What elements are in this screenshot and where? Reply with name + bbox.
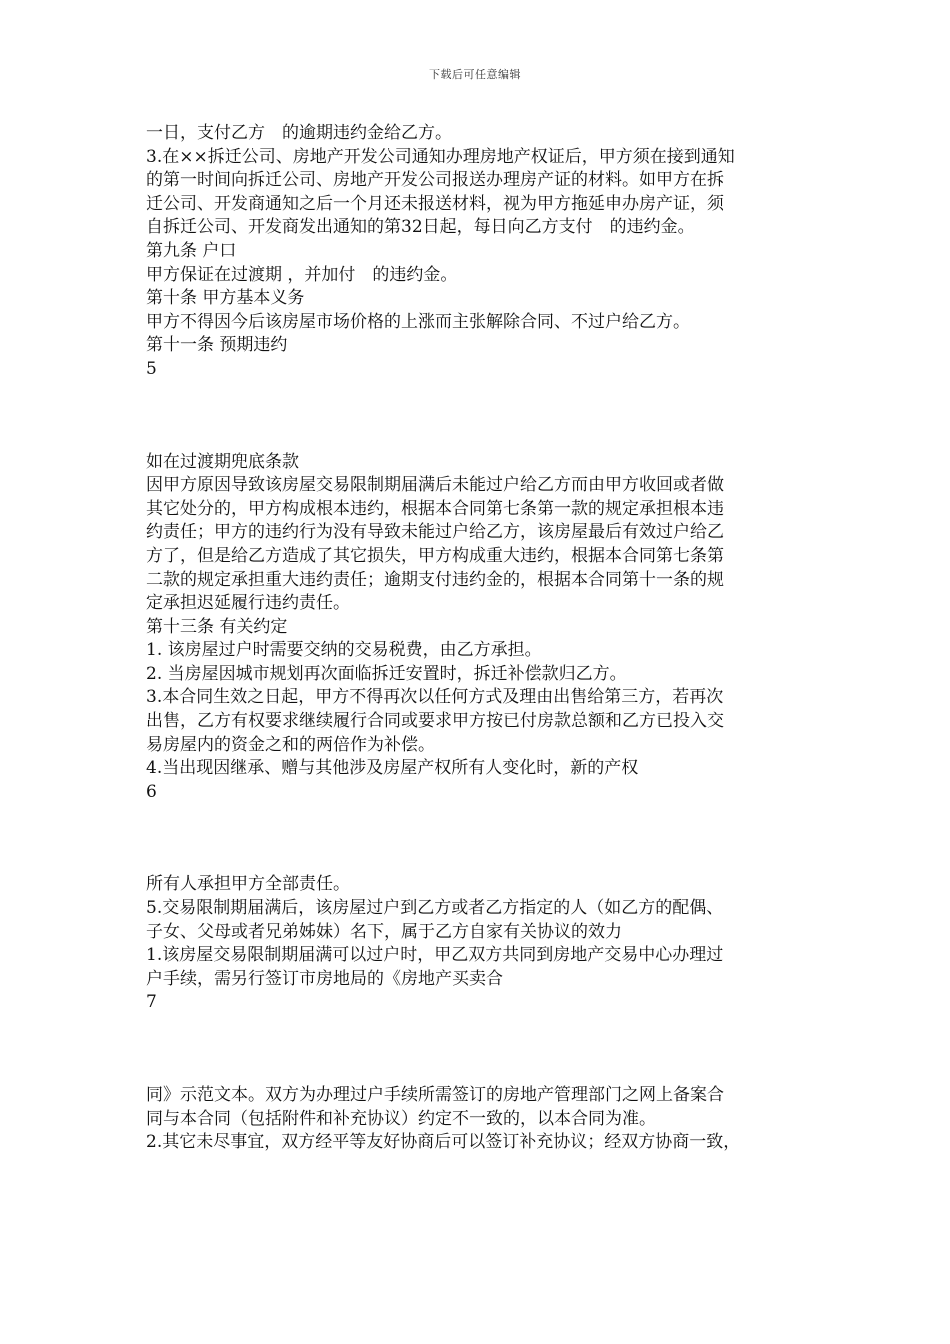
text-line: 3.本合同生效之日起，甲方不得再次以任何方式及理由出售给第三方，若再次 xyxy=(146,687,724,708)
text-line: 方了，但是给乙方造成了其它损失，甲方构成重大违约，根据本合同第七条第 xyxy=(146,545,724,566)
text-line: 其它处分的，甲方构成根本违约，根据本合同第七条第一款的规定承担根本违 xyxy=(146,498,724,519)
text-line: 4.当出现因继承、赠与其他涉及房屋产权所有人变化时，新的产权 xyxy=(146,758,639,779)
text-line: 甲方不得因今后该房屋市场价格的上涨而主张解除合同、不过户给乙方。 xyxy=(146,311,690,332)
text-line: 因甲方原因导致该房屋交易限制期届满后未能过户给乙方而由甲方收回或者做 xyxy=(146,475,724,496)
text-block-2 xyxy=(146,451,822,805)
text-line: 同与本合同（包括附件和补充协议）约定不一致的，以本合同为准。 xyxy=(146,1108,656,1129)
section-heading: 第十三条 有关约定 xyxy=(146,616,288,637)
text-line: 定承担迟延履行违约责任。 xyxy=(146,593,350,614)
text-block-1 xyxy=(146,122,822,382)
text-line: 迁公司、开发商通知之后一个月还未报送材料，视为甲方拖延申办房产证，须 xyxy=(146,193,724,214)
text-line: 一日，支付乙方 的逾期违约金给乙方。 xyxy=(146,123,452,143)
section-heading: 第九条 户口 xyxy=(146,240,237,261)
text-line: 甲方保证在过渡期 ，并加付 的违约金。 xyxy=(146,264,458,285)
document-body xyxy=(146,122,822,1155)
text-line: 3.在××拆迁公司、房地产开发公司通知办理房地产权证后，甲方须在接到通知 xyxy=(146,146,735,167)
section-heading: 如在过渡期兜底条款 xyxy=(146,451,299,472)
text-line: 同》示范文本。双方为办理过户手续所需签订的房地产管理部门之网上备案合 xyxy=(146,1085,724,1105)
text-line: 5.交易限制期届满后，该房屋过户到乙方或者乙方指定的人（如乙方的配偶、 xyxy=(146,898,724,919)
text-line: 所有人承担甲方全部责任。 xyxy=(146,874,350,895)
page-break xyxy=(146,1015,822,1084)
page-number: 6 xyxy=(146,781,157,802)
page-number: 7 xyxy=(146,992,157,1013)
text-line: 2.其它未尽事宜，双方经平等友好协商后可以签订补充协议；经双方协商一致， xyxy=(146,1132,741,1153)
text-line: 子女、父母或者兄弟姊妹）名下，属于乙方自家有关协议的效力 xyxy=(146,921,622,942)
page-break xyxy=(146,382,822,451)
text-line: 二款的规定承担重大违约责任；逾期支付违约金的，根据本合同第十一条的规 xyxy=(146,569,724,590)
text-line: 出售，乙方有权要求继续履行合同或要求甲方按已付房款总额和乙方已投入交 xyxy=(146,711,724,732)
text-line: 易房屋内的资金之和的两倍作为补偿。 xyxy=(146,734,435,755)
text-line: 的第一时间向拆迁公司、房地产开发公司报送办理房产证的材料。如甲方在拆 xyxy=(146,170,724,191)
text-line: 1. 该房屋过户时需要交纳的交易税费，由乙方承担。 xyxy=(146,640,542,661)
section-heading: 第十一条 预期违约 xyxy=(146,335,288,356)
text-block-3 xyxy=(146,873,822,1015)
page-number: 5 xyxy=(146,358,157,379)
page-break xyxy=(146,804,822,873)
page-header-note: 下载后可任意编辑 xyxy=(429,68,521,81)
text-line: 2. 当房屋因城市规划再次面临拆迁安置时，拆迁补偿款归乙方。 xyxy=(146,663,627,684)
text-line: 1.该房屋交易限制期届满可以过户时，甲乙双方共同到房地产交易中心办理过 xyxy=(146,945,724,966)
text-line: 约责任；甲方的违约行为没有导致未能过户给乙方，该房屋最后有效过户给乙 xyxy=(146,522,724,543)
text-block-4 xyxy=(146,1084,822,1155)
section-heading: 第十条 甲方基本义务 xyxy=(146,288,305,309)
text-line: 自拆迁公司、开发商发出通知的第32日起，每日向乙方支付 的违约金。 xyxy=(146,217,695,238)
text-line: 户手续，需另行签订市房地局的《房地产买卖合 xyxy=(146,968,503,989)
